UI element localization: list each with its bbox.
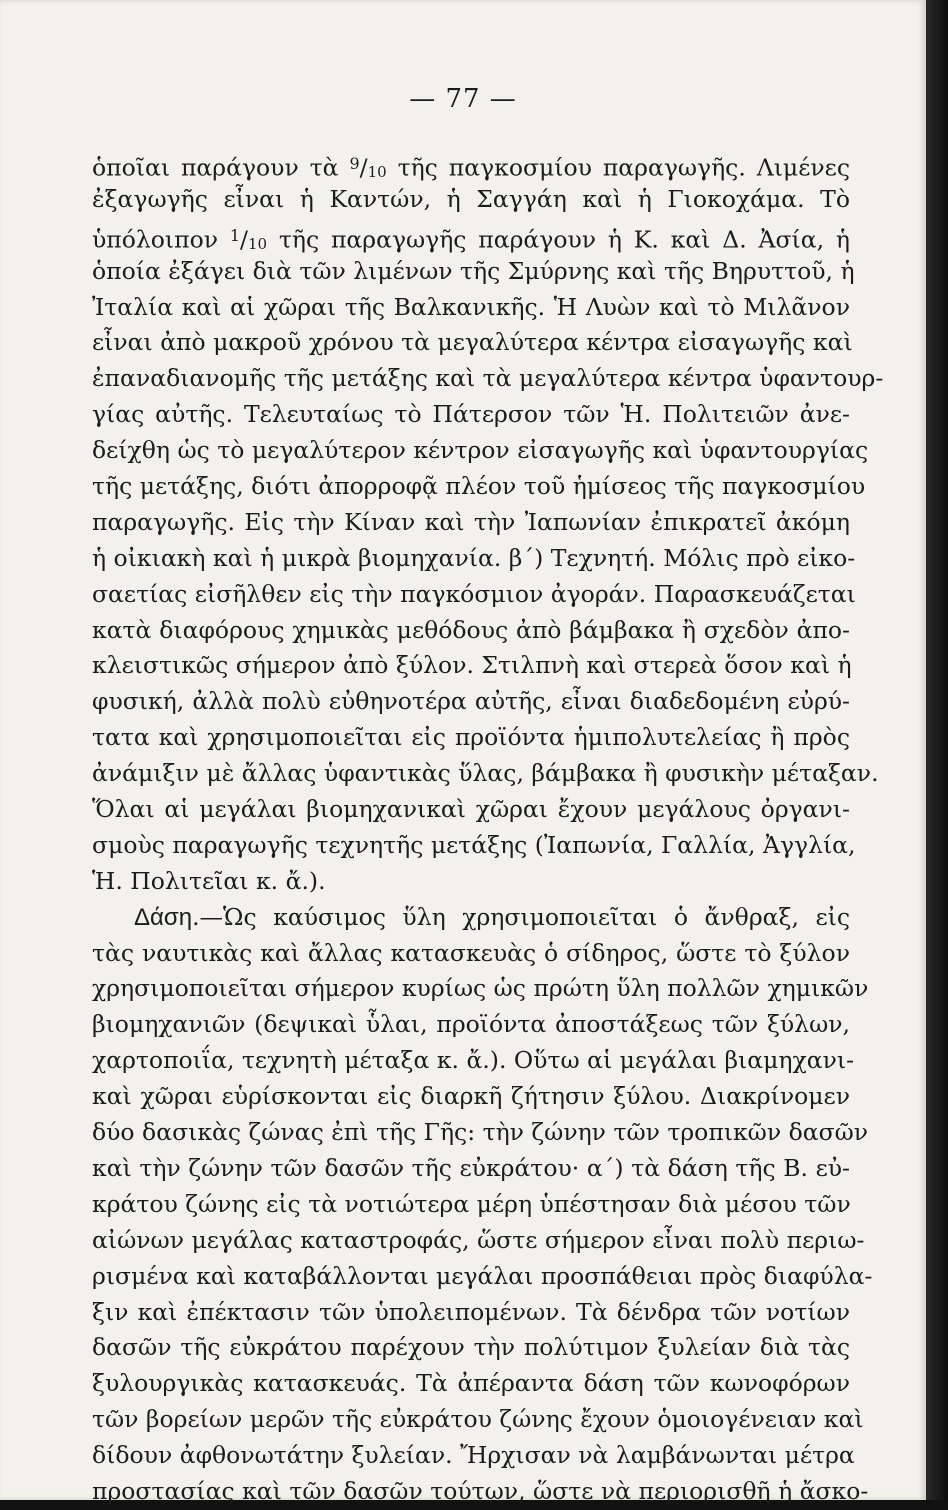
text-line [92, 1366, 850, 1402]
fraction-numerator: 9 [349, 154, 360, 173]
text-line [92, 1259, 873, 1295]
body-text [92, 146, 884, 1510]
text-line [92, 900, 850, 936]
text-line [92, 577, 856, 613]
line-text: δασῶν τῆς εὐκράτου παρέχουν τὴν πολύτιμον ξυλείαν διὰ τὰς [92, 1333, 850, 1362]
line-text: ἀνάμιξιν μὲ ἄλλας ὑφαντικὰς ὕλας, βάμβακα ἢ φυσικὴν μέταξαν. [92, 759, 879, 788]
text-line [92, 720, 850, 756]
line-text: .—Ὡς καύσιμος ὕλη χρησιμοποιεῖται ὁ ἄνθραξ, εἰς [192, 902, 850, 931]
fraction-denominator: 10 [247, 234, 268, 253]
line-text: τῆς παγκοσμίου παραγωγῆς. Λιμένες [386, 153, 850, 182]
line-text: κράτου ζώνης εἰς τὰ νοτιώτερα μέρη ὑπέστησαν διὰ μέσου τῶν [92, 1189, 851, 1218]
text-line [92, 1223, 865, 1259]
text-line [92, 218, 850, 254]
text-line [92, 1079, 850, 1115]
line-text: τατα καὶ χρησιμοποιεῖται εἰς προϊόντα ἡμιπολυτελείας ἢ πρὸς [92, 723, 850, 752]
text-line [92, 433, 869, 469]
line-text: ρισμένα καὶ καταβάλλονται μεγάλαι προσπάθειαι πρὸς διαφύλα- [92, 1261, 873, 1290]
line-text: εἶναι ἀπὸ μακροῦ χρόνου τὰ μεγαλύτερα κέντρα εἰσαγωγῆς καὶ [92, 328, 853, 357]
text-line [92, 936, 850, 972]
line-text: Ὅλαι αἱ μεγάλαι βιομηχανικαὶ χῶραι ἔχουν μεγάλους ὀργανι- [92, 795, 850, 824]
text-line [92, 541, 856, 577]
text-line [92, 1115, 869, 1151]
text-line [92, 648, 850, 684]
text-line [92, 361, 884, 397]
page-number: — 77 — [409, 84, 517, 114]
text-line [92, 469, 866, 505]
text-line [92, 1151, 850, 1187]
line-text: ἡ οἰκιακὴ καὶ ἡ μικρὰ βιομηχανία. β΄) Τεχνητή. Μόλις πρὸ εἰκο- [92, 543, 856, 572]
line-text: καὶ τὴν ζώνην τῶν δασῶν τῆς εὐκράτου· α΄) τὰ δάση τῆς Β. εὐ- [92, 1153, 850, 1182]
fraction-slash: / [359, 153, 368, 182]
line-text: προστασίας καὶ τῶν δασῶν τούτων, ὥστε νὰ περιορισθῇ ἡ ἄσκο- [92, 1476, 869, 1505]
text-line [92, 1330, 850, 1366]
line-text: τὰς ναυτικὰς καὶ ἄλλας κατασκευὰς ὁ σίδηρος, ὥστε τὸ ξύλον [92, 938, 850, 967]
line-text: ξυλουργικὰς κατασκευάς. Τὰ ἀπέραντα δάση τῶν κωνοφόρων [92, 1369, 850, 1398]
fraction-denominator: 10 [367, 162, 387, 181]
line-text: σαετίας εἰσῆλθεν εἰς τὴν παγκόσμιον ἀγοράν. Παρασκευάζεται [92, 579, 856, 608]
line-text: κατὰ διαφόρους χημικὰς μεθόδους ἀπὸ βάμβακα ἢ σχεδὸν ἀπο- [92, 615, 850, 644]
line-text: κλειστικῶς σήμερον ἀπὸ ξύλον. Στιλπνὴ καὶ στερεὰ ὅσον καὶ ἡ [92, 651, 852, 680]
line-text: δίδουν ἀφθονωτάτην ξυλείαν. Ἤρχισαν νὰ λαμβάνωνται μέτρα [92, 1441, 855, 1470]
line-text: ἐπαναδιανομῆς τῆς μετάξης καὶ τὰ μεγαλύτερα κέντρα ὑφαντουρ- [92, 364, 884, 393]
line-text: καὶ χῶραι εὑρίσκονται εἰς διαρκῆ ζήτησιν ξύλου. Διακρίνομεν [92, 1082, 850, 1111]
line-text: ὑπόλοιπον [92, 225, 230, 254]
line-text: φυσική, ἀλλὰ πολὺ εὐθηνοτέρα αὐτῆς, εἶναι διαδεδομένη εὐρύ- [92, 687, 850, 716]
line-text: ὁποῖαι παράγουν τὰ [92, 153, 350, 182]
text-line [92, 1187, 850, 1223]
line-text: χαρτοποιΐα, τεχνητὴ μέταξα κ. ἄ.). Οὕτω αἱ μεγάλαι βιαμηχανι- [92, 1046, 855, 1075]
line-text: χρησιμοποιεῖται σήμερον κυρίως ὡς πρώτη ὕλη πολλῶν χημικῶν [92, 974, 869, 1003]
text-line [92, 254, 855, 290]
text-line [92, 290, 850, 326]
page-edge-shadow [926, 0, 948, 1500]
text-line [92, 146, 850, 182]
text-line [92, 864, 850, 900]
line-text: παραγωγῆς. Εἰς τὴν Κίναν καὶ τὴν Ἰαπωνίαν ἐπικρατεῖ ἀκόμη [92, 507, 850, 536]
text-line [92, 325, 853, 361]
line-text: τῆς μετάξης, διότι ἀπορροφᾷ πλέον τοῦ ἡμίσεος τῆς παγκοσμίου [92, 472, 866, 501]
text-line [92, 397, 850, 433]
text-line [92, 684, 850, 720]
line-text: δύο δασικὰς ζώνας ἐπὶ τῆς Γῆς: τὴν ζώνην τῶν τροπικῶν δασῶν [92, 1118, 869, 1147]
line-text: γίας αὐτῆς. Τελευταίως τὸ Πάτερσον τῶν Ἡ. Πολιτειῶν ἀνε- [92, 400, 850, 429]
text-line [92, 1438, 855, 1474]
line-text: ξιν καὶ ἐπέκτασιν τῶν ὑπολειπομένων. Τὰ δένδρα τῶν νοτίων [92, 1297, 850, 1326]
line-text: σμοὺς παραγωγῆς τεχνητῆς μετάξης (Ἰαπωνία, Γαλλία, Ἀγγλία, [92, 830, 856, 859]
text-line [92, 1043, 855, 1079]
line-text: βιομηχανιῶν (δεψικαὶ ὗλαι, προϊόντα ἀποστάξεως τῶν ξύλων, [92, 1010, 850, 1039]
line-text: ὁποία ἐξάγει διὰ τῶν λιμένων τῆς Σμύρνης καὶ τῆς Βηρυττοῦ, ἡ [92, 256, 855, 285]
line-text: αἰώνων μεγάλας καταστροφάς, ὥστε σήμερον εἶναι πολὺ περιω- [92, 1225, 865, 1254]
line-text: τῆς παραγωγῆς παράγουν ἡ Κ. καὶ Δ. Ἀσία, ἡ [267, 225, 851, 254]
text-line [92, 828, 856, 864]
text-line [92, 182, 850, 218]
text-line [92, 792, 850, 828]
line-text: Ἰταλία καὶ αἱ χῶραι τῆς Βαλκανικῆς. Ἡ Λυὼν καὶ τὸ Μιλᾶνον [92, 292, 850, 321]
fraction-slash: / [240, 225, 248, 254]
text-line [92, 971, 869, 1007]
text-line [92, 613, 850, 649]
line-text: Ἡ. Πολιτεῖαι κ. ἄ.). [92, 866, 326, 895]
text-line [92, 1402, 864, 1438]
section-heading: Δάση [134, 903, 193, 931]
text-line [92, 505, 850, 541]
text-line [92, 1007, 850, 1043]
text-line [92, 756, 879, 792]
text-line [92, 1295, 850, 1331]
line-text: ἐξαγωγῆς εἶναι ἡ Καντών, ἡ Σαγγάη καὶ ἡ Γιοκοχάμα. Τὸ [92, 184, 850, 213]
text-line [92, 1474, 869, 1510]
line-text: τῶν βορείων μερῶν τῆς εὐκράτου ζώνης ἔχουν ὁμοιογένειαν καὶ [92, 1405, 864, 1434]
fraction-numerator: 1 [229, 225, 241, 245]
line-text: δείχθη ὡς τὸ μεγαλύτερον κέντρον εἰσαγωγῆς καὶ ὑφαντουργίας [92, 436, 869, 465]
